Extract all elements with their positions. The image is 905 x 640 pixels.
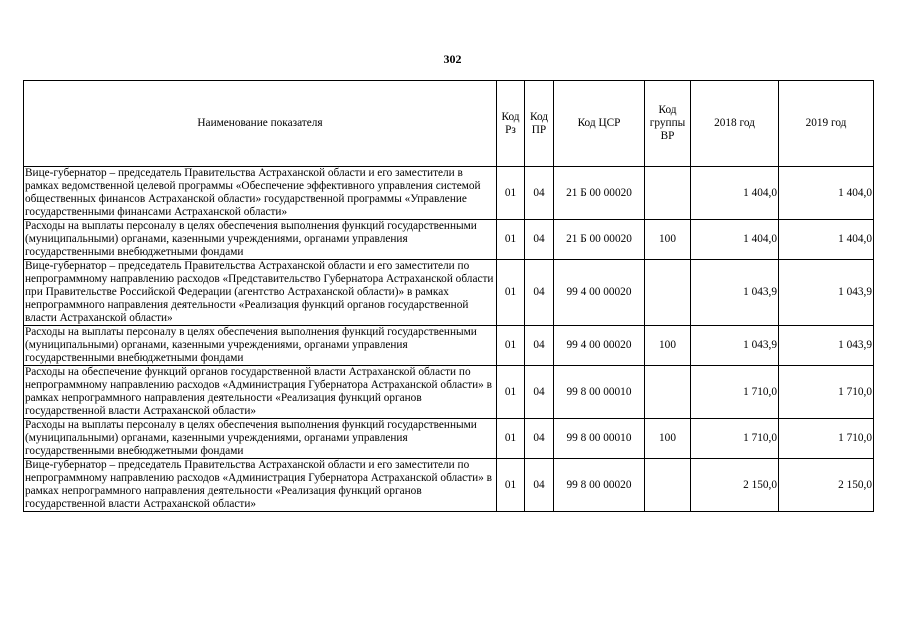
row-vr	[645, 167, 691, 220]
header-2019: 2019 год	[779, 81, 874, 167]
table-row	[24, 326, 874, 366]
row-vr: 100	[645, 419, 691, 459]
table-row	[24, 459, 874, 512]
row-pr: 04	[525, 167, 554, 220]
row-csr: 21 Б 00 00020	[554, 167, 645, 220]
page-number: 302	[443, 52, 462, 66]
row-csr: 99 4 00 00020	[554, 326, 645, 366]
table-row	[24, 419, 874, 459]
row-csr: 99 8 00 00010	[554, 419, 645, 459]
row-csr: 99 4 00 00020	[554, 260, 645, 326]
row-pr: 04	[525, 419, 554, 459]
header-row	[24, 81, 874, 167]
row-2019: 1 710,0	[779, 366, 874, 419]
row-vr	[645, 260, 691, 326]
header-name: Наименование показателя	[24, 81, 497, 167]
row-rz: 01	[497, 419, 525, 459]
row-pr: 04	[525, 326, 554, 366]
row-pr: 04	[525, 260, 554, 326]
table-row	[24, 260, 874, 326]
table-row	[24, 366, 874, 419]
row-csr: 99 8 00 00020	[554, 459, 645, 512]
row-2018: 1 404,0	[691, 220, 779, 260]
row-2019: 1 404,0	[779, 167, 874, 220]
header-vr: Код группы ВР	[645, 81, 691, 167]
row-2019: 1 710,0	[779, 419, 874, 459]
row-name: Расходы на обеспечение функций органов государственной власти Астраханской области по непрограммному направлению расходов «Администрация Губернатора Астраханской области» в рамках непрограммного направления деятельности «Реализация функций органов государственной власти Астраханской области»	[24, 366, 497, 419]
row-csr: 99 8 00 00010	[554, 366, 645, 419]
row-pr: 04	[525, 459, 554, 512]
row-vr	[645, 366, 691, 419]
row-name: Вице-губернатор – председатель Правительства Астраханской области и его заместители по непрограммному направлению расходов «Администрация Губернатора Астраханской области» в рамках непрограммного направления деятельности «Реализация функций органов государственной власти Астраханской области»	[24, 459, 497, 512]
row-name: Расходы на выплаты персоналу в целях обеспечения выполнения функций государственными (муниципальными) органами, казенными учреждениями, органами управления государственными внебюджетными фондами	[24, 220, 497, 260]
row-name: Вице-губернатор – председатель Правительства Астраханской области и его заместители в рамках ведомственной целевой программы «Обеспечение эффективного управления системой общественных финансов Астраханской области» государственной программы «Управление государственными финансами Астраханской области»	[24, 167, 497, 220]
row-2019: 1 043,9	[779, 326, 874, 366]
row-csr: 21 Б 00 00020	[554, 220, 645, 260]
row-rz: 01	[497, 326, 525, 366]
header-rz: Код Рз	[497, 81, 525, 167]
row-name: Расходы на выплаты персоналу в целях обеспечения выполнения функций государственными (муниципальными) органами, казенными учреждениями, органами управления государственными внебюджетными фондами	[24, 326, 497, 366]
row-2018: 1 043,9	[691, 326, 779, 366]
row-2019: 2 150,0	[779, 459, 874, 512]
row-rz: 01	[497, 459, 525, 512]
row-2018: 1 043,9	[691, 260, 779, 326]
table-row	[24, 220, 874, 260]
row-name: Расходы на выплаты персоналу в целях обеспечения выполнения функций государственными (муниципальными) органами, казенными учреждениями, органами управления государственными внебюджетными фондами	[24, 419, 497, 459]
header-pr: Код ПР	[525, 81, 554, 167]
row-2018: 1 710,0	[691, 419, 779, 459]
budget-table	[23, 80, 874, 512]
row-pr: 04	[525, 366, 554, 419]
row-rz: 01	[497, 366, 525, 419]
header-2018: 2018 год	[691, 81, 779, 167]
header-csr: Код ЦСР	[554, 81, 645, 167]
row-2018: 1 710,0	[691, 366, 779, 419]
row-vr: 100	[645, 220, 691, 260]
row-rz: 01	[497, 260, 525, 326]
row-vr: 100	[645, 326, 691, 366]
row-2019: 1 404,0	[779, 220, 874, 260]
row-2018: 2 150,0	[691, 459, 779, 512]
table-row	[24, 167, 874, 220]
row-rz: 01	[497, 220, 525, 260]
row-pr: 04	[525, 220, 554, 260]
row-rz: 01	[497, 167, 525, 220]
row-name: Вице-губернатор – председатель Правительства Астраханской области и его заместители по непрограммному направлению расходов «Представительство Губернатора Астраханской области при Правительстве Российской Федерации (агентство Астраханской области)» в рамках непрограммного направления деятельности «Реализация функций органов государственной власти Астраханской области»	[24, 260, 497, 326]
row-2018: 1 404,0	[691, 167, 779, 220]
row-vr	[645, 459, 691, 512]
row-2019: 1 043,9	[779, 260, 874, 326]
